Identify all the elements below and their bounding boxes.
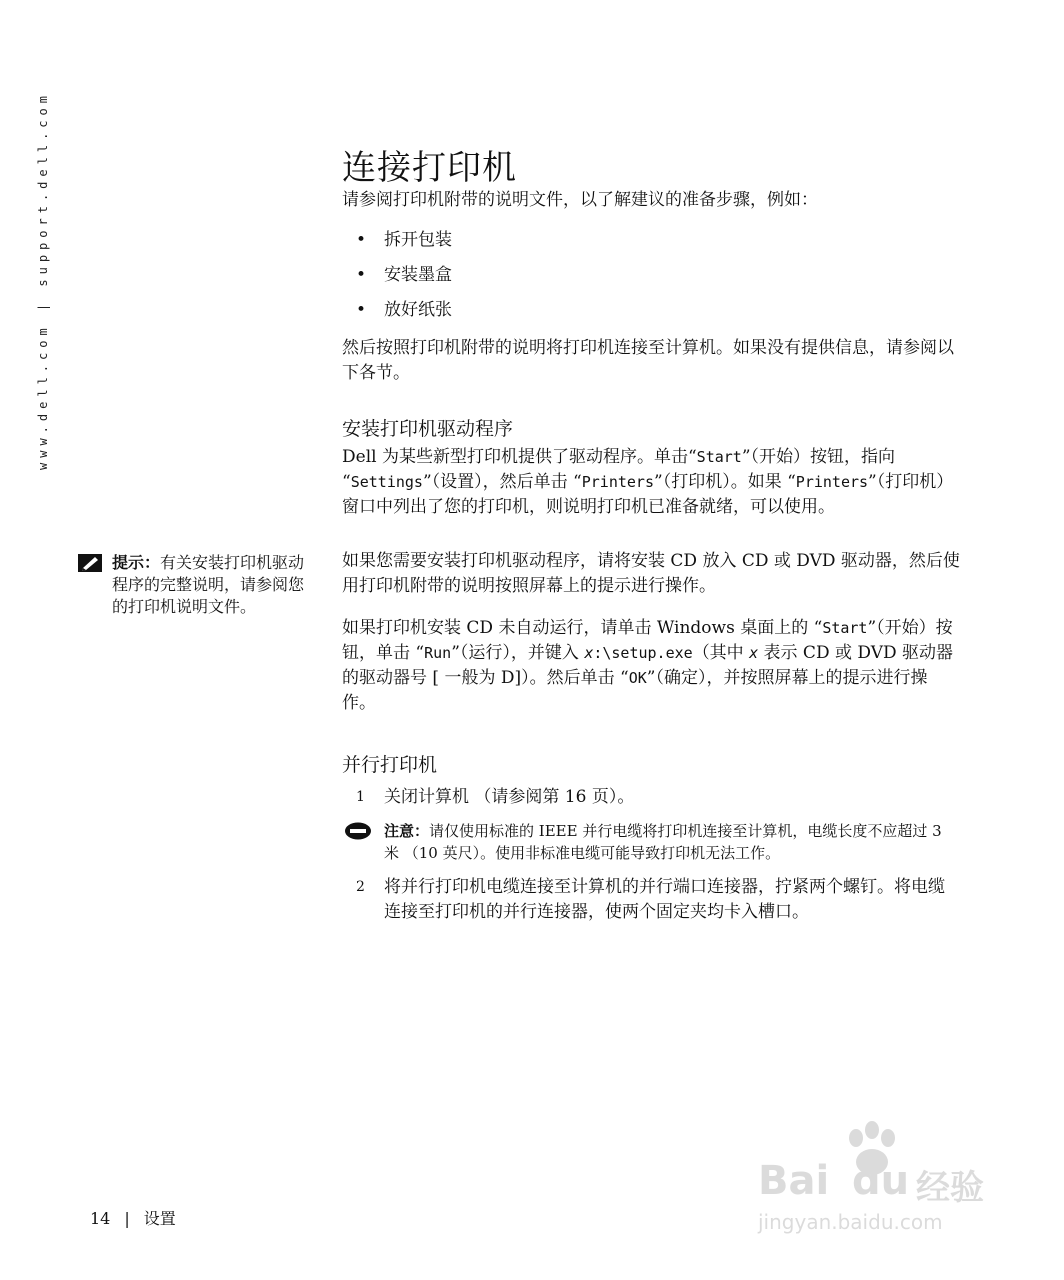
side-url: www.dell.com | support.dell.com <box>36 91 50 470</box>
intro-paragraph: 请参阅打印机附带的说明文件，以了解建议的准备步骤，例如： <box>342 190 818 210</box>
page-number: 14 <box>90 1209 111 1228</box>
step-text: 将并行打印机电缆连接至计算机的并行端口连接器，拧紧两个螺钉。将电缆连接至打印机的并行连接器，使两个固定夹均卡入槽口。 <box>384 877 945 922</box>
page-footer <box>90 1206 176 1229</box>
bullet-icon: • <box>356 230 367 250</box>
footer-separator: | <box>124 1209 130 1228</box>
bullet-icon: • <box>356 300 367 320</box>
bullet-icon: • <box>356 265 367 285</box>
list-item: • 安装墨盒 <box>356 263 452 288</box>
footer-section: 设置 <box>143 1209 176 1228</box>
step-2 <box>356 875 960 925</box>
notice-text: 请仅使用标准的 IEEE 并行电缆将打印机连接至计算机，电缆长度不应超过 3 米 （10 英尺）。使用非标准电缆可能导致打印机无法工作。 <box>384 822 942 862</box>
tip-box <box>78 552 310 618</box>
tip-label: 提示： <box>112 553 161 572</box>
notice-label: 注意： <box>384 822 430 840</box>
after-bullets-paragraph: 然后按照打印机附带的说明将打印机连接至计算机。如果没有提供信息，请参阅以下各节。 <box>342 338 954 383</box>
list-item: • 拆开包装 <box>356 228 452 253</box>
section-heading-parallel: 并行打印机 <box>342 754 438 776</box>
step-1 <box>356 785 960 810</box>
step-text: 关闭计算机 （请参阅第 16 页）。 <box>384 787 635 807</box>
baidu-watermark <box>750 1120 1010 1240</box>
notice-icon <box>344 822 372 840</box>
section-heading-driver: 安装打印机驱动程序 <box>342 418 514 440</box>
watermark-url: jingyan.baidu.com <box>758 1210 943 1234</box>
step-number: 2 <box>356 879 365 895</box>
driver-paragraph-3: 如果打印机安装 CD 未自动运行，请单击 Windows 桌面上的 “Start”（开始）按钮，单击 “Run”（运行），并键入 x:\setup.exe（其中 x 表示 CD 或 DVD 驱动器的驱动器号 [ 一般为 D]）。然后单击 “OK”（确定），并按照屏幕上的提示进行操作。 <box>342 618 954 713</box>
pencil-icon <box>78 554 102 572</box>
watermark-brand2: du <box>852 1158 910 1204</box>
watermark-cn: 经验 <box>916 1168 984 1208</box>
page-title: 连接打印机 <box>342 148 517 188</box>
notice-box <box>342 820 960 864</box>
main-content <box>342 140 962 922</box>
driver-paragraph-2: 如果您需要安装打印机驱动程序，请将安装 CD 放入 CD 或 DVD 驱动器，然后使用打印机附带的说明按照屏幕上的提示进行操作。 <box>342 551 960 596</box>
step-number: 1 <box>356 789 365 805</box>
watermark-brand: Bai <box>758 1158 830 1204</box>
list-item: • 放好纸张 <box>356 298 452 323</box>
driver-paragraph-1: Dell 为某些新型打印机提供了驱动程序。单击“Start”（开始）按钮，指向 “Settings”（设置），然后单击 “Printers”（打印机）。如果 “Printers”（打印机）窗口中列出了您的打印机，则说明打印机已准备就绪，可以使用。 <box>342 447 954 517</box>
tip-text: 有关安装打印机驱动程序的完整说明，请参阅您的打印机说明文件。 <box>112 553 305 616</box>
